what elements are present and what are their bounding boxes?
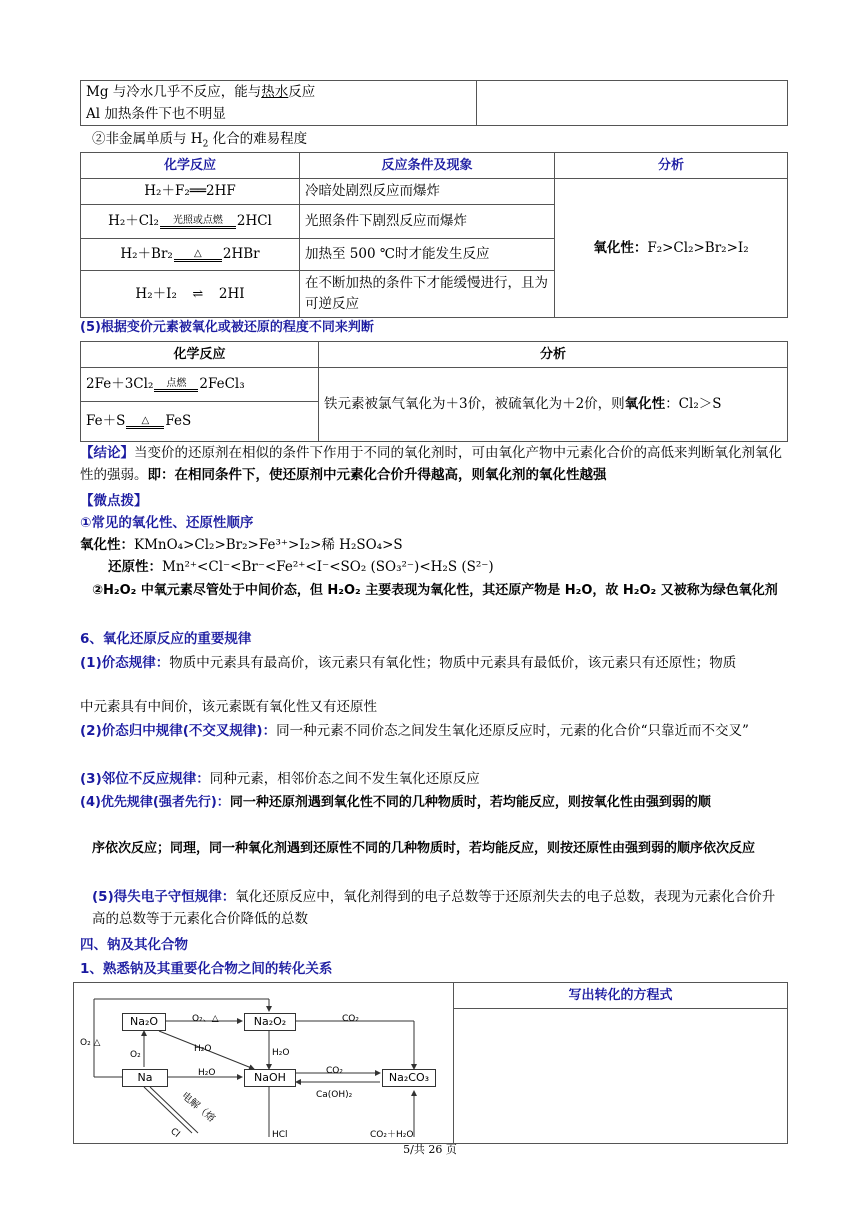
condition-hbr: 加热至 500 ℃时才能发生反应 bbox=[300, 239, 555, 271]
subtitle-2: ②非金属单质与 $H_2$ 化合的难易程度 bbox=[92, 131, 308, 150]
node-na2o: Na₂O bbox=[122, 1013, 166, 1031]
rule1-cont: 中元素具有中间价，该元素既有氧化性又有还原性 bbox=[80, 699, 377, 715]
conclusion-bold: 即：在相同条件下，使还原剂中元素化合价升得越高，则氧化剂的氧化性越强 bbox=[147, 467, 607, 483]
conclusion-tag: 【结论】 bbox=[80, 445, 134, 461]
label-h2o-vert: H₂O bbox=[272, 1048, 290, 1058]
nonmetal-h2-table bbox=[80, 152, 788, 318]
tip1-title: ①常见的氧化性、还原性顺序 bbox=[80, 515, 254, 531]
fe-analysis: 铁元素被氯气氧化为＋3价，被硫氧化为＋2价，则氧化性：Cl₂＞S bbox=[319, 368, 788, 442]
reaction-fecl3: 2Fe＋3Cl₂ 点燃 2FeCl₃ bbox=[81, 368, 319, 402]
rule1: (1)价态规律：物质中元素具有最高价，该元素只有氧化性；物质中元素具有最低价，该元素只有还原性；物质 bbox=[80, 655, 737, 671]
page-footer: 5/共 26 页 bbox=[403, 1143, 457, 1156]
label-o2: O₂ bbox=[130, 1050, 141, 1060]
section4-title: 四、钠及其化合物 bbox=[80, 937, 188, 953]
tip-tag: 【微点拨】 bbox=[80, 493, 148, 509]
node-na: Na bbox=[122, 1069, 168, 1087]
sodium-diagram-cell bbox=[74, 983, 454, 1144]
label-cl: Cl bbox=[168, 1126, 182, 1140]
condition-hcl: 光照条件下剧烈反应而爆炸 bbox=[300, 205, 555, 239]
reaction-hcl: H₂＋Cl₂ 光照或点燃 2HCl bbox=[81, 205, 300, 239]
label-co2-h2o: CO₂＋H₂O bbox=[370, 1130, 414, 1140]
label-co2-mid: CO₂ bbox=[326, 1066, 343, 1076]
label-h2o-diag: H₂O bbox=[194, 1044, 212, 1054]
sodium-table bbox=[73, 982, 788, 1144]
reaction-hbr: H₂＋Br₂ △ 2HBr bbox=[81, 239, 300, 271]
conclusion-text: 当变价的还原剂在相似的条件下作用于不同的氧化剂时，可由氧化产物中元素化合价的高低来判断氧化剂氧化性的强弱。 bbox=[80, 445, 782, 483]
label-h2o-na: H₂O bbox=[198, 1068, 216, 1078]
rule5: (5)得失电子守恒规律：氧化还原反应中，氧化剂得到的电子总数等于还原剂失去的电子总数，表现为元素化合价升高的总数等于元素化合价降低的总数 bbox=[92, 889, 776, 927]
tip2-text: ②H₂O₂ 中氧元素尽管处于中间价态，但 H₂O₂ 主要表现为氧化性，其还原产物是 H₂O，故 H₂O₂ 又被称为绿色氧化剂 bbox=[92, 583, 778, 598]
rule4: (4)优先规律(强者先行)：同一种还原剂遇到氧化性不同的几种物质时，若均能反应，则按氧化性由强到弱的顺 bbox=[80, 795, 711, 810]
label-o2-heat-left: O₂ △ bbox=[80, 1038, 101, 1048]
oxidizing-order: 氧化性：KMnO₄>Cl₂>Br₂>Fe³⁺>I₂>稀 H₂SO₄>S bbox=[80, 537, 403, 553]
th3-analysis: 分析 bbox=[319, 342, 788, 368]
reaction-hf: H₂＋F₂══2HF bbox=[81, 179, 300, 205]
section4-1-title: 1、熟悉钠及其重要化合物之间的转化关系 bbox=[80, 961, 333, 977]
mg-text: Mg 与冷水几乎不反应，能与 bbox=[86, 84, 262, 100]
th-reaction: 化学反应 bbox=[81, 153, 300, 179]
node-na2co3: Na₂CO₃ bbox=[382, 1069, 436, 1087]
reducing-order: 还原性：Mn²⁺<Cl⁻<Br⁻<Fe²⁺<I⁻<SO₂ (SO₃²⁻)<H₂S (S²⁻) bbox=[108, 559, 494, 575]
top-row-text bbox=[81, 81, 477, 126]
fe-table bbox=[80, 341, 788, 442]
sodium-diagram bbox=[74, 983, 453, 1138]
analysis-value: F₂>Cl₂>Br₂>I₂ bbox=[647, 239, 749, 256]
node-na2o2: Na₂O₂ bbox=[244, 1013, 296, 1031]
condition-hi: 在不断加热的条件下才能缓慢进行，且为可逆反应 bbox=[300, 271, 555, 318]
analysis-label: 氧化性： bbox=[593, 239, 648, 256]
label-caoh2: Ca(OH)₂ bbox=[316, 1090, 353, 1100]
top-table bbox=[80, 80, 788, 126]
th3-reaction: 化学反应 bbox=[81, 342, 319, 368]
condition-hf: 冷暗处剧烈反应而爆炸 bbox=[300, 179, 555, 205]
label-co2-top: CO₂ bbox=[342, 1014, 359, 1024]
write-header: 写出转化的方程式 bbox=[454, 983, 788, 1009]
write-area bbox=[454, 1009, 788, 1144]
th-analysis: 分析 bbox=[555, 153, 788, 179]
rule2: (2)价态归中规律(不交叉规律)：同一种元素不同价态之间发生氧化还原反应时，元素的化合价“只靠近而不交叉” bbox=[80, 723, 749, 739]
section5-title: (5)根据变价元素被氧化或被还原的程度不同来判断 bbox=[80, 320, 374, 335]
rule4-cont: 序依次反应；同理，同一种氧化剂遇到还原性不同的几种物质时，若均能反应，则按还原性由强到弱的顺序依次反应 bbox=[92, 841, 756, 856]
analysis-cell bbox=[555, 179, 788, 318]
conclusion-block bbox=[80, 442, 788, 486]
reaction-fes: Fe＋S △ FeS bbox=[81, 402, 319, 442]
hot-water-text: 热水 bbox=[261, 84, 289, 100]
label-hcl: HCl bbox=[272, 1130, 288, 1140]
label-o2-heat: O₂、△ bbox=[192, 1014, 219, 1024]
al-text: Al 加热条件下也不明显 bbox=[86, 106, 226, 122]
top-row-empty bbox=[477, 81, 788, 126]
reaction-hi: H₂＋I₂ ⇌ 2HI bbox=[81, 271, 300, 318]
rule3: (3)邻位不反应规律：同种元素，相邻价态之间不发生氧化还原反应 bbox=[80, 771, 480, 787]
th-condition: 反应条件及现象 bbox=[300, 153, 555, 179]
section6-title: 6、氧化还原反应的重要规律 bbox=[80, 631, 252, 647]
label-electrolysis: 电解（熔 bbox=[179, 1090, 217, 1125]
node-naoh: NaOH bbox=[244, 1069, 296, 1087]
mg-text-end: 反应 bbox=[288, 84, 316, 100]
